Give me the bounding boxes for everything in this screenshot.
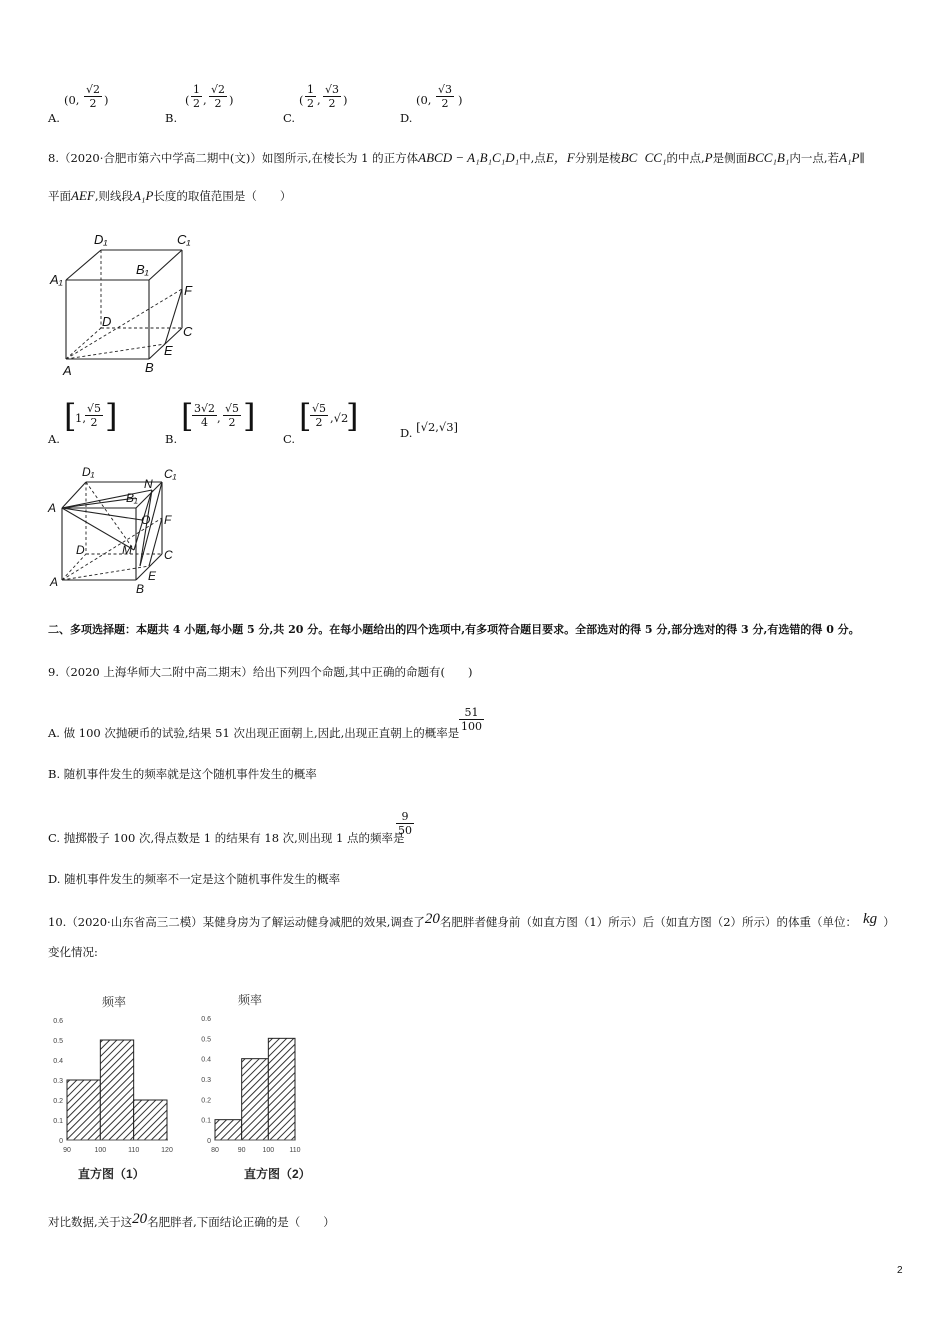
label2-a1: A [48, 501, 57, 515]
label2-e: E [148, 569, 157, 583]
q7-option-c-fraction-2: $\frac{√3}{2}$ [325, 83, 340, 110]
q7-option-a-fraction: $\frac{√2}{2}$ [86, 83, 101, 110]
x-tick-label: 80 [211, 1147, 219, 1154]
label-b: B [145, 360, 154, 375]
histogram-2-caption: 直方图（2） [244, 1167, 311, 1181]
x-tick-label: 100 [262, 1147, 275, 1154]
q7-option-c-fraction-1: $\frac{1}{2}$ [307, 83, 314, 110]
histogram-1-title: 频率 [102, 995, 127, 1009]
y-tick-label: 0.4 [201, 1056, 211, 1064]
histogram-2 [200, 990, 328, 1188]
hidden-segment-a-e [66, 344, 165, 359]
q9-option-c: C. 抛掷骰子 100 次,得点数是 1 的结果有 18 次,则出现 1 点的频率是 [48, 831, 405, 845]
y-tick-label: 0.6 [201, 1016, 211, 1023]
y-tick-label: 0.3 [53, 1078, 63, 1085]
label2-c1: C₁ [164, 467, 177, 481]
q9-option-a-fraction: $\frac{51}{100}$ [461, 706, 482, 733]
q7-option-a-open: (0, [64, 93, 80, 107]
label-c1: C₁ [177, 232, 191, 247]
label-a: A [63, 363, 72, 378]
histogram-bar [100, 1040, 133, 1140]
x-tick-label: 110 [289, 1147, 301, 1154]
label-d1: D₁ [94, 232, 108, 247]
q9-option-a: A. 做 100 次抛硬币的试验,结果 51 次出现正面朝上,因此,出现正直朝上的概率是 [48, 726, 460, 740]
y-tick-label: 0.3 [201, 1077, 211, 1084]
label-a1: A₁ [50, 272, 63, 287]
label2-d1: D₁ [82, 465, 95, 479]
histogram-1-caption: 直方图（1） [78, 1167, 145, 1181]
q8-cube-figure-1 [44, 228, 204, 380]
x-tick-label: 100 [94, 1147, 107, 1154]
histogram-bar [268, 1038, 295, 1140]
q9-option-d: D. 随机事件发生的频率不一定是这个随机事件发生的概率 [48, 872, 341, 886]
q9-stem: 9.（2020 上海华师大二附中高二期末）给出下列四个命题,其中正确的命题有( ) [48, 665, 473, 679]
section-2-heading: 二、多项选择题：本题共 4 小题,每小题 5 分,共 20 分。在每小题给出的四个选项中,有多项符合题目要求。全部选对的得 5 分,部分选对的得 3 分,有选错的得 0 分。 [48, 623, 860, 636]
q8-cube-figure-2 [44, 462, 194, 598]
y-tick-label: 0.4 [53, 1058, 63, 1065]
label2-b1: B₁ [126, 491, 138, 505]
label2-a: A [50, 575, 59, 589]
q10-question-line: 对比数据,关于这20名肥胖者,下面结论正确的是（ ） [48, 1211, 335, 1229]
histogram-1-xticks [63, 1147, 173, 1154]
edge-b1-c1 [149, 250, 182, 280]
q9-option-c-fraction: $\frac{9}{50}$ [398, 810, 412, 837]
y-tick-label: 0.1 [53, 1118, 63, 1125]
q9-option-b: B. 随机事件发生的频率就是这个随机事件发生的概率 [48, 767, 317, 781]
y-tick-label: 0.6 [53, 1018, 63, 1025]
histogram-bar [134, 1100, 167, 1140]
y-tick-label: 0 [59, 1138, 63, 1145]
label2-f: F [164, 513, 172, 527]
q8-option-a: A. [ 1, $\frac{√5}{2}$ ] [48, 397, 118, 446]
q8-option-b: B. [ $\frac{3√2}{4}$ , $\frac{√5}{2}$ ] [165, 397, 256, 446]
histogram-2-yticks [201, 1016, 211, 1145]
q7-option-d-fraction: $\frac{√3}{2}$ [438, 83, 453, 110]
histogram-bar [242, 1059, 269, 1140]
edge-a1-d1 [66, 250, 101, 280]
histogram-2-title: 频率 [238, 993, 263, 1007]
q8-option-a-fraction: $\frac{√5}{2}$ [87, 402, 102, 429]
label-b1: B₁ [136, 262, 149, 277]
x-tick-label: 120 [161, 1147, 173, 1154]
histogram-bar [215, 1120, 242, 1140]
label2-n: N [144, 477, 153, 491]
q10-stem-line1: 10.（2020·山东省高三二模）某健身房为了解运动健身减肥的效果,调查了20名肥胖者健身前（如直方图（1）所示）后（如直方图（2）所示）的体重（单位： kg ） [48, 911, 895, 929]
q8-option-d: D. [√2,√3] [400, 420, 459, 440]
x-tick-label: 90 [237, 1147, 246, 1154]
histogram-2-xticks [211, 1147, 301, 1154]
q10-stem-line2: 变化情况: [48, 945, 98, 959]
label2-b: B [136, 582, 145, 596]
x-tick-label: 110 [128, 1147, 140, 1154]
q7-option-b-fraction-2: $\frac{√2}{2}$ [211, 83, 226, 110]
y-tick-label: 0.5 [53, 1038, 63, 1045]
histogram-1 [46, 990, 176, 1188]
q8-option-b-fraction-1: $\frac{3√2}{4}$ [194, 402, 216, 429]
x-tick-label: 90 [63, 1147, 71, 1154]
y-tick-label: 0.2 [53, 1098, 63, 1105]
y-tick-label: 0 [207, 1138, 211, 1145]
q7-option-a-label: A. [48, 111, 60, 125]
y-tick-label: 0.5 [201, 1036, 211, 1044]
y-tick-label: 0.2 [201, 1097, 211, 1105]
q8-option-b-fraction-2: $\frac{√5}{2}$ [225, 402, 240, 429]
q8-option-c: C. [ $\frac{√5}{2}$ ,√2 ] [283, 397, 359, 446]
q8-option-c-fraction: $\frac{√5}{2}$ [312, 402, 327, 429]
q8-stem-line1: 8.（2020·合肥市第六中学高二期中(文)）如图所示,在棱长为 1 的正方体ABCD − A₁B₁C₁D₁中,点E，F分别是棱BC CC₁的中点,P是侧面BCC₁B₁内一点,若A₁P∥ [48, 150, 865, 165]
histogram-1-bars [67, 1040, 167, 1140]
label2-m: M [122, 543, 132, 557]
histogram-1-yticks [53, 1018, 63, 1145]
q7-option-b-fraction-1: $\frac{1}{2}$ [193, 83, 200, 110]
y-tick-label: 0.1 [201, 1117, 211, 1125]
histogram-bar [67, 1080, 100, 1140]
label2-c: C [164, 548, 173, 562]
label-c: C [183, 324, 193, 339]
q8-stem-line2: 平面AEF,则线段A₁P长度的取值范围是（ ） [48, 188, 292, 203]
label-f: F [184, 283, 192, 298]
label2-d: D [76, 543, 85, 557]
label-d: D [102, 314, 112, 329]
label-e: E [164, 343, 173, 358]
histogram-2-bars [215, 1038, 295, 1140]
page-number: 2 [897, 1265, 903, 1276]
label2-o: O [141, 513, 151, 527]
